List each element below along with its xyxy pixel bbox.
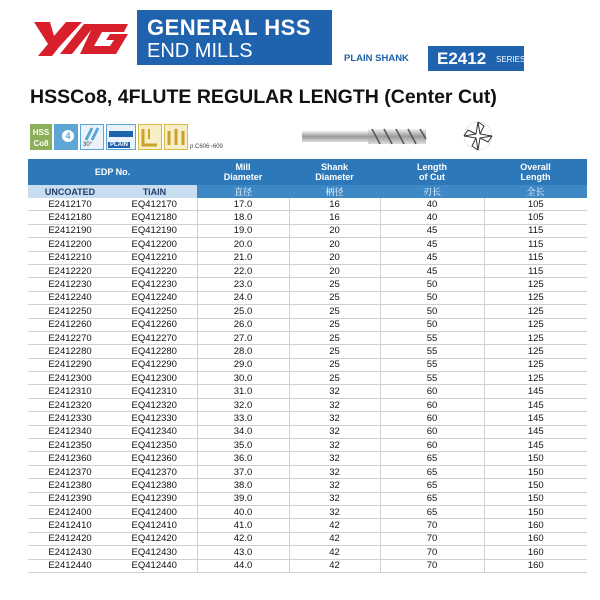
mill-diameter-cell: 41.0 <box>197 519 289 532</box>
uncoated-edp-cell: E2412300 <box>28 372 112 385</box>
table-row <box>28 519 587 532</box>
uncoated-edp-cell: E2412390 <box>28 492 112 505</box>
overall-length-cn-header: 全长 <box>484 185 587 198</box>
overall-length-cell: 125 <box>484 305 587 318</box>
overall-length-cell: 125 <box>484 291 587 304</box>
overall-length-cell: 160 <box>484 532 587 545</box>
flute-count: 4 <box>62 130 74 142</box>
overall-length-cell: 160 <box>484 559 587 572</box>
tiain-header: TiAlN <box>112 185 197 198</box>
uncoated-edp-cell: E2412310 <box>28 385 112 398</box>
tiain-edp-cell: EQ412190 <box>112 224 197 237</box>
overall-length-cell: 115 <box>484 264 587 277</box>
four-flute-icon <box>54 124 78 150</box>
overall-length-cell: 160 <box>484 546 587 559</box>
overall-length-cell: 105 <box>484 211 587 224</box>
mill-diameter-cell: 23.0 <box>197 278 289 291</box>
shank-diameter-cell: 16 <box>289 211 380 224</box>
shank-diameter-cell: 32 <box>289 505 380 518</box>
mill-diameter-cell: 37.0 <box>197 465 289 478</box>
length-of-cut-cell: 65 <box>380 505 484 518</box>
length-of-cut-cell: 40 <box>380 211 484 224</box>
length-of-cut-cell: 60 <box>380 439 484 452</box>
tiain-edp-cell: EQ412180 <box>112 211 197 224</box>
table-row <box>28 358 587 371</box>
table-row <box>28 398 587 411</box>
overall-length-cell: 145 <box>484 412 587 425</box>
length-of-cut-cell: 60 <box>380 385 484 398</box>
uncoated-edp-cell: E2412270 <box>28 331 112 344</box>
uncoated-edp-cell: E2412290 <box>28 358 112 371</box>
overall-length-cell: 105 <box>484 198 587 211</box>
length-of-cut-header: Length of Cut <box>380 159 484 185</box>
shank-diameter-header: Shank Diameter <box>289 159 380 185</box>
overall-length-cell: 145 <box>484 385 587 398</box>
mill-diameter-cell: 35.0 <box>197 439 289 452</box>
product-subtitle: HSSCo8, 4FLUTE REGULAR LENGTH (Center Cut) <box>30 86 497 108</box>
mill-diameter-cell: 42.0 <box>197 532 289 545</box>
plain-shank-icon <box>106 124 136 150</box>
mill-diameter-cell: 22.0 <box>197 264 289 277</box>
spec-table <box>28 159 587 573</box>
length-of-cut-cell: 50 <box>380 305 484 318</box>
uncoated-edp-cell: E2412380 <box>28 479 112 492</box>
tiain-edp-cell: EQ412330 <box>112 412 197 425</box>
shank-diameter-cell: 32 <box>289 425 380 438</box>
table-row <box>28 425 587 438</box>
shank-diameter-cell: 25 <box>289 278 380 291</box>
table-row <box>28 198 587 211</box>
shank-diameter-cell: 32 <box>289 412 380 425</box>
table-row <box>28 251 587 264</box>
uncoated-edp-cell: E2412400 <box>28 505 112 518</box>
length-of-cut-cell: 60 <box>380 412 484 425</box>
overall-length-cell: 150 <box>484 452 587 465</box>
uncoated-edp-cell: E2412260 <box>28 318 112 331</box>
uncoated-edp-cell: E2412180 <box>28 211 112 224</box>
tiain-edp-cell: EQ412200 <box>112 238 197 251</box>
overall-length-cell: 160 <box>484 519 587 532</box>
uncoated-edp-cell: E2412230 <box>28 278 112 291</box>
mill-diameter-cell: 27.0 <box>197 331 289 344</box>
uncoated-edp-cell: E2412240 <box>28 291 112 304</box>
overall-length-cell: 150 <box>484 492 587 505</box>
mill-diameter-cell: 17.0 <box>197 198 289 211</box>
length-of-cut-cell: 70 <box>380 532 484 545</box>
uncoated-edp-cell: E2412370 <box>28 465 112 478</box>
mill-diameter-cell: 20.0 <box>197 238 289 251</box>
length-of-cut-cell: 60 <box>380 398 484 411</box>
shank-diameter-cell: 42 <box>289 559 380 572</box>
catalog-header <box>0 0 600 78</box>
title-line-1: GENERAL HSS <box>147 15 312 40</box>
tiain-edp-cell: EQ412410 <box>112 519 197 532</box>
length-of-cut-cell: 65 <box>380 452 484 465</box>
slot-cut-icon <box>164 124 188 150</box>
uncoated-edp-cell: E2412420 <box>28 532 112 545</box>
series-word: SERIES <box>496 55 526 64</box>
mill-diameter-cell: 38.0 <box>197 479 289 492</box>
table-row <box>28 305 587 318</box>
tiain-edp-cell: EQ412420 <box>112 532 197 545</box>
mill-diameter-cell: 24.0 <box>197 291 289 304</box>
table-row <box>28 479 587 492</box>
shank-diameter-cell: 25 <box>289 318 380 331</box>
uncoated-edp-cell: E2412330 <box>28 412 112 425</box>
material-line-2: Co8 <box>33 139 49 148</box>
table-row <box>28 465 587 478</box>
mill-diameter-cell: 19.0 <box>197 224 289 237</box>
overall-length-cell: 145 <box>484 425 587 438</box>
plain-shank-label: PLAIN <box>110 142 128 148</box>
tiain-edp-cell: EQ412280 <box>112 345 197 358</box>
overall-length-cell: 150 <box>484 465 587 478</box>
table-row <box>28 264 587 277</box>
uncoated-edp-cell: E2412200 <box>28 238 112 251</box>
tiain-edp-cell: EQ412340 <box>112 425 197 438</box>
table-row <box>28 559 587 572</box>
overall-length-header: Overall Length <box>484 159 587 185</box>
tiain-edp-cell: EQ412430 <box>112 546 197 559</box>
shank-diameter-cell: 32 <box>289 465 380 478</box>
shank-diameter-cell: 25 <box>289 305 380 318</box>
title-line-2: END MILLS <box>147 40 253 62</box>
length-of-cut-cell: 55 <box>380 372 484 385</box>
overall-length-cell: 125 <box>484 358 587 371</box>
end-mill-image <box>300 125 430 147</box>
uncoated-edp-cell: E2412190 <box>28 224 112 237</box>
overall-length-cell: 115 <box>484 251 587 264</box>
overall-length-cell: 145 <box>484 398 587 411</box>
helix-angle-label: 30° <box>83 142 93 148</box>
tiain-edp-cell: EQ412440 <box>112 559 197 572</box>
uncoated-header: UNCOATED <box>28 185 112 198</box>
shank-diameter-cell: 16 <box>289 198 380 211</box>
mill-diameter-header: Mill Diameter <box>197 159 289 185</box>
shank-diameter-cell: 32 <box>289 492 380 505</box>
mill-diameter-cell: 39.0 <box>197 492 289 505</box>
shank-diameter-cell: 20 <box>289 238 380 251</box>
yg-logo <box>30 16 130 60</box>
tiain-edp-cell: EQ412220 <box>112 264 197 277</box>
shank-diameter-cell: 25 <box>289 291 380 304</box>
uncoated-edp-cell: E2412320 <box>28 398 112 411</box>
length-of-cut-cell: 45 <box>380 264 484 277</box>
shank-diameter-cell: 25 <box>289 331 380 344</box>
shank-diameter-cell: 32 <box>289 479 380 492</box>
uncoated-edp-cell: E2412220 <box>28 264 112 277</box>
edp-header: EDP No. <box>28 159 197 185</box>
tiain-edp-cell: EQ412390 <box>112 492 197 505</box>
shank-type-label: PLAIN SHANK <box>344 53 409 64</box>
overall-length-cell: 150 <box>484 505 587 518</box>
mill-diameter-cell: 18.0 <box>197 211 289 224</box>
length-of-cut-cell: 60 <box>380 425 484 438</box>
table-row <box>28 385 587 398</box>
overall-length-cell: 125 <box>484 331 587 344</box>
table-row <box>28 439 587 452</box>
helix-angle-icon <box>80 124 104 150</box>
table-row <box>28 238 587 251</box>
uncoated-edp-cell: E2412170 <box>28 198 112 211</box>
mill-diameter-cell: 31.0 <box>197 385 289 398</box>
overall-length-cell: 115 <box>484 224 587 237</box>
mill-diameter-cell: 28.0 <box>197 345 289 358</box>
table-row <box>28 331 587 344</box>
overall-length-cell: 125 <box>484 345 587 358</box>
overall-length-cell: 125 <box>484 372 587 385</box>
length-of-cut-cell: 45 <box>380 251 484 264</box>
uncoated-edp-cell: E2412430 <box>28 546 112 559</box>
length-of-cut-cell: 50 <box>380 291 484 304</box>
shank-diameter-cell: 32 <box>289 439 380 452</box>
length-of-cut-cell: 65 <box>380 479 484 492</box>
uncoated-edp-cell: E2412250 <box>28 305 112 318</box>
side-cut-icon <box>138 124 162 150</box>
shank-diameter-cell: 42 <box>289 546 380 559</box>
table-row <box>28 211 587 224</box>
shank-diameter-cell: 42 <box>289 519 380 532</box>
tiain-edp-cell: EQ412320 <box>112 398 197 411</box>
length-of-cut-cell: 45 <box>380 224 484 237</box>
series-badge <box>428 46 524 71</box>
mill-diameter-cell: 26.0 <box>197 318 289 331</box>
overall-length-cell: 125 <box>484 318 587 331</box>
shank-diameter-cell: 25 <box>289 372 380 385</box>
length-of-cut-cell: 50 <box>380 318 484 331</box>
shank-diameter-cell: 42 <box>289 532 380 545</box>
four-flute-cross-section-icon <box>460 118 496 154</box>
material-line-1: HSS <box>32 128 50 137</box>
tiain-edp-cell: EQ412270 <box>112 331 197 344</box>
mill-diameter-cell: 25.0 <box>197 305 289 318</box>
table-row <box>28 546 587 559</box>
length-of-cut-cell: 55 <box>380 358 484 371</box>
table-row <box>28 452 587 465</box>
tiain-edp-cell: EQ412300 <box>112 372 197 385</box>
length-of-cut-cell: 45 <box>380 238 484 251</box>
tiain-edp-cell: EQ412400 <box>112 505 197 518</box>
tiain-edp-cell: EQ412210 <box>112 251 197 264</box>
page-reference: p.C606~609 <box>190 144 223 150</box>
length-of-cut-cell: 70 <box>380 519 484 532</box>
series-code: E2412 <box>437 49 487 68</box>
length-of-cut-cell: 55 <box>380 331 484 344</box>
product-title-box <box>137 10 332 65</box>
length-of-cut-cell: 40 <box>380 198 484 211</box>
overall-length-cell: 125 <box>484 278 587 291</box>
table-row <box>28 318 587 331</box>
tiain-edp-cell: EQ412170 <box>112 198 197 211</box>
length-of-cut-cell: 70 <box>380 559 484 572</box>
overall-length-cell: 150 <box>484 479 587 492</box>
mill-diameter-cn-header: 直径 <box>197 185 289 198</box>
uncoated-edp-cell: E2412410 <box>28 519 112 532</box>
table-row <box>28 291 587 304</box>
shank-diameter-cell: 25 <box>289 358 380 371</box>
length-of-cut-cell: 50 <box>380 278 484 291</box>
spec-table-body <box>28 198 587 572</box>
uncoated-edp-cell: E2412340 <box>28 425 112 438</box>
table-row <box>28 345 587 358</box>
length-of-cut-cell: 65 <box>380 492 484 505</box>
table-row <box>28 224 587 237</box>
tiain-edp-cell: EQ412310 <box>112 385 197 398</box>
shank-diameter-cell: 20 <box>289 264 380 277</box>
uncoated-edp-cell: E2412440 <box>28 559 112 572</box>
mill-diameter-cell: 33.0 <box>197 412 289 425</box>
mill-diameter-cell: 34.0 <box>197 425 289 438</box>
tiain-edp-cell: EQ412380 <box>112 479 197 492</box>
mill-diameter-cell: 40.0 <box>197 505 289 518</box>
mill-diameter-cell: 32.0 <box>197 398 289 411</box>
tiain-edp-cell: EQ412290 <box>112 358 197 371</box>
spec-icons <box>30 120 290 154</box>
tiain-edp-cell: EQ412360 <box>112 452 197 465</box>
uncoated-edp-cell: E2412280 <box>28 345 112 358</box>
shank-diameter-cell: 25 <box>289 345 380 358</box>
length-of-cut-cn-header: 刃长 <box>380 185 484 198</box>
tiain-edp-cell: EQ412250 <box>112 305 197 318</box>
uncoated-edp-cell: E2412360 <box>28 452 112 465</box>
table-row <box>28 505 587 518</box>
table-row <box>28 532 587 545</box>
tiain-edp-cell: EQ412230 <box>112 278 197 291</box>
length-of-cut-cell: 70 <box>380 546 484 559</box>
shank-diameter-cn-header: 柄径 <box>289 185 380 198</box>
length-of-cut-cell: 65 <box>380 465 484 478</box>
overall-length-cell: 145 <box>484 439 587 452</box>
mill-diameter-cell: 44.0 <box>197 559 289 572</box>
uncoated-edp-cell: E2412350 <box>28 439 112 452</box>
length-of-cut-cell: 55 <box>380 345 484 358</box>
table-row <box>28 278 587 291</box>
shank-diameter-cell: 32 <box>289 385 380 398</box>
shank-diameter-cell: 32 <box>289 398 380 411</box>
mill-diameter-cell: 30.0 <box>197 372 289 385</box>
shank-diameter-cell: 20 <box>289 224 380 237</box>
table-row <box>28 412 587 425</box>
mill-diameter-cell: 21.0 <box>197 251 289 264</box>
tiain-edp-cell: EQ412370 <box>112 465 197 478</box>
tiain-edp-cell: EQ412240 <box>112 291 197 304</box>
shank-diameter-cell: 32 <box>289 452 380 465</box>
tiain-edp-cell: EQ412350 <box>112 439 197 452</box>
mill-diameter-cell: 43.0 <box>197 546 289 559</box>
shank-diameter-cell: 20 <box>289 251 380 264</box>
tiain-edp-cell: EQ412260 <box>112 318 197 331</box>
mill-diameter-cell: 36.0 <box>197 452 289 465</box>
mill-diameter-cell: 29.0 <box>197 358 289 371</box>
uncoated-edp-cell: E2412210 <box>28 251 112 264</box>
table-row <box>28 492 587 505</box>
overall-length-cell: 115 <box>484 238 587 251</box>
hss-co8-icon <box>30 124 52 150</box>
table-row <box>28 372 587 385</box>
